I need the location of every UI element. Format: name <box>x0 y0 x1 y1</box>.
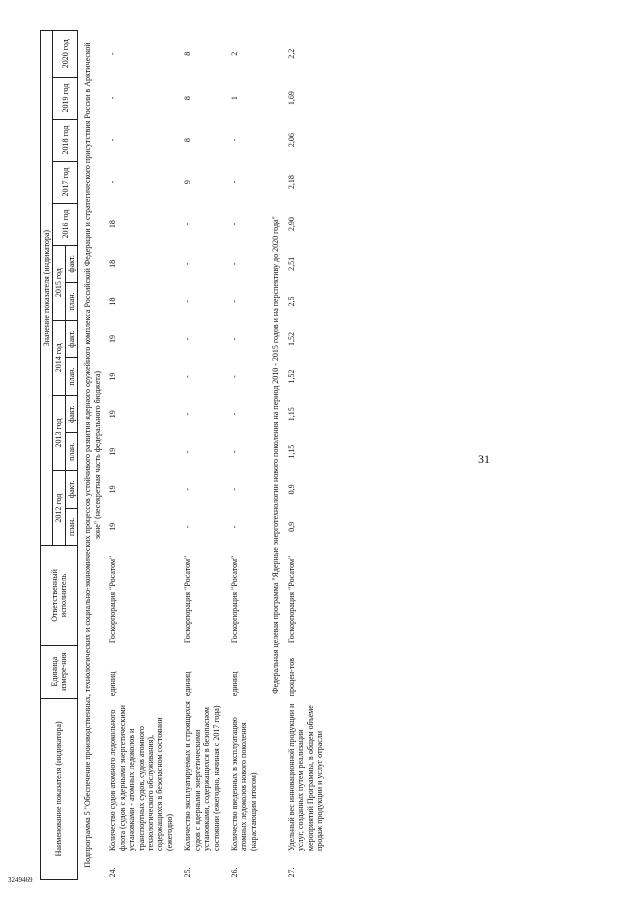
value-cell: 2,51 <box>286 256 296 271</box>
plan-header: план. <box>65 283 77 321</box>
column-header-unit: Единица измере-ния <box>41 645 78 698</box>
year-header: 2014 год <box>53 320 65 395</box>
responsible-cell: Госкорпорация "Росатом" <box>108 555 118 644</box>
unit-cell: единиц <box>183 671 193 697</box>
value-cell: 19 <box>108 447 118 456</box>
value-cell: - <box>108 180 118 184</box>
value-cell: - <box>108 52 118 56</box>
year-header: 2012 год <box>53 471 65 546</box>
row-number: 24. <box>108 867 118 878</box>
value-cell: - <box>230 375 239 378</box>
indicator-name: Количество эксплуатируемых и строящихся судов с ядерными энергетическими установками, содержащихся в безопасном состоянии (ежегодно, начиная с 2017 года) <box>183 701 221 851</box>
responsible-cell: Госкорпорация "Росатом" <box>286 555 296 644</box>
value-cell: 19 <box>108 372 118 381</box>
value-cell: - <box>230 180 239 184</box>
value-cell: - <box>230 222 239 226</box>
fact-header: факт. <box>65 471 77 509</box>
value-cell: - <box>230 262 239 266</box>
column-header-values: Значение показателя (индикатора) <box>41 31 53 546</box>
value-cell: 19 <box>108 522 118 531</box>
value-cell: 2 <box>230 51 239 56</box>
unit-cell: единиц <box>108 671 118 697</box>
responsible-cell: Госкорпорация "Росатом" <box>183 555 193 644</box>
fact-header: факт. <box>65 395 77 433</box>
value-cell: 8 <box>183 51 193 56</box>
year-header: 2016 год <box>53 203 78 245</box>
year-header: 2013 год <box>53 395 65 470</box>
fact-header: факт. <box>65 320 77 358</box>
value-cell: 18 <box>108 297 118 306</box>
indicator-name: Количество введенных в эксплуатацию атомных ледоколов нового поколения (нарастающим итогом) <box>230 717 258 851</box>
value-cell: 1 <box>230 96 239 101</box>
document-id: 3249469 <box>8 876 33 884</box>
year-header: 2019 год <box>53 77 78 119</box>
fcp-title: Федеральная целевая программа "Ядерные энерготехнологии нового поколения на период 2010 - 2015 годов и на перспективу до 2020 года" <box>271 216 281 694</box>
value-cell: - <box>230 525 239 529</box>
unit-cell: единиц <box>230 671 239 697</box>
fact-header: факт. <box>65 245 77 283</box>
value-cell: - <box>183 337 193 341</box>
value-cell: 19 <box>108 485 118 494</box>
value-cell: - <box>183 222 193 226</box>
value-cell: - <box>183 450 193 454</box>
indicator-name: Количество судов атомного ледокольного флота (судов с ядерными энергетическими установками - атомных ледоколов и транспортных судов, судов атомного технологического обслуживания), содержащихся в безопасном состоянии (ежегодно) <box>108 705 174 851</box>
value-cell: - <box>230 488 239 491</box>
table-row <box>182 31 229 880</box>
value-cell: 1,15 <box>286 444 296 459</box>
value-cell: 0,9 <box>286 484 296 495</box>
value-cell: - <box>230 337 239 341</box>
value-cell: - <box>108 96 118 100</box>
page-number: 31 <box>478 452 490 466</box>
value-cell: 19 <box>108 410 118 419</box>
value-cell: 2,90 <box>286 217 296 232</box>
year-header: 2018 год <box>53 119 78 161</box>
table-row <box>229 31 266 880</box>
value-cell: 2,5 <box>286 296 296 307</box>
value-cell: 1,69 <box>286 91 296 106</box>
value-cell: 8 <box>183 96 193 101</box>
column-header-responsible: Ответственный исполнитель <box>41 546 78 645</box>
value-cell: - <box>230 300 239 303</box>
value-cell: 19 <box>108 335 118 344</box>
value-cell: 1,15 <box>286 407 296 422</box>
year-header: 2017 год <box>53 161 78 203</box>
table-row <box>107 31 182 880</box>
value-cell: 2,06 <box>286 133 296 148</box>
value-cell: 18 <box>108 259 118 268</box>
row-number: 26. <box>230 867 239 878</box>
row-number: 27. <box>286 867 296 878</box>
plan-header: план. <box>65 433 77 471</box>
value-cell: - <box>183 300 193 303</box>
value-cell: 2,2 <box>286 48 296 59</box>
value-cell: - <box>183 525 193 529</box>
value-cell: 0,9 <box>286 521 296 532</box>
value-cell: - <box>230 450 239 454</box>
subprogram-title: Подпрограмма 5 "Обеспечение производственных, технологических и социально-экономических процессов устойчивого развития ядерного оружейного комплекса Российской Федерации и стратегического присутствия России в Арктической зоне" (несекретная часть федерального бюджета) <box>83 42 102 868</box>
year-header: 2015 год <box>53 245 65 320</box>
indicators-table <box>40 30 333 880</box>
responsible-cell: Госкорпорация "Росатом" <box>230 555 239 644</box>
value-cell: - <box>183 488 193 491</box>
plan-header: план. <box>65 508 77 546</box>
table-row <box>286 31 333 880</box>
value-cell: 2,18 <box>286 175 296 190</box>
value-cell: - <box>183 375 193 378</box>
plan-header: план. <box>65 358 77 396</box>
unit-cell: процен-тов <box>286 657 296 697</box>
value-cell: - <box>108 138 118 142</box>
value-cell: 1,52 <box>286 369 296 384</box>
value-cell: 9 <box>183 180 193 185</box>
value-cell: - <box>230 138 239 142</box>
value-cell: 18 <box>108 220 118 229</box>
value-cell: 1,52 <box>286 332 296 347</box>
rotated-page-content <box>40 30 610 880</box>
value-cell: 8 <box>183 138 193 143</box>
row-number: 25. <box>183 867 193 878</box>
value-cell: - <box>183 262 193 266</box>
column-header-name: Наименование показателя (индикатора) <box>41 698 78 879</box>
indicator-name: Удельный вес инновационной продукции и услуг, созданных путем реализации мероприятий Программы, в общем объеме продаж продукции и услуг отрасли <box>286 703 325 851</box>
year-header: 2020 год <box>53 31 78 78</box>
value-cell: - <box>183 412 193 416</box>
value-cell: - <box>230 412 239 416</box>
